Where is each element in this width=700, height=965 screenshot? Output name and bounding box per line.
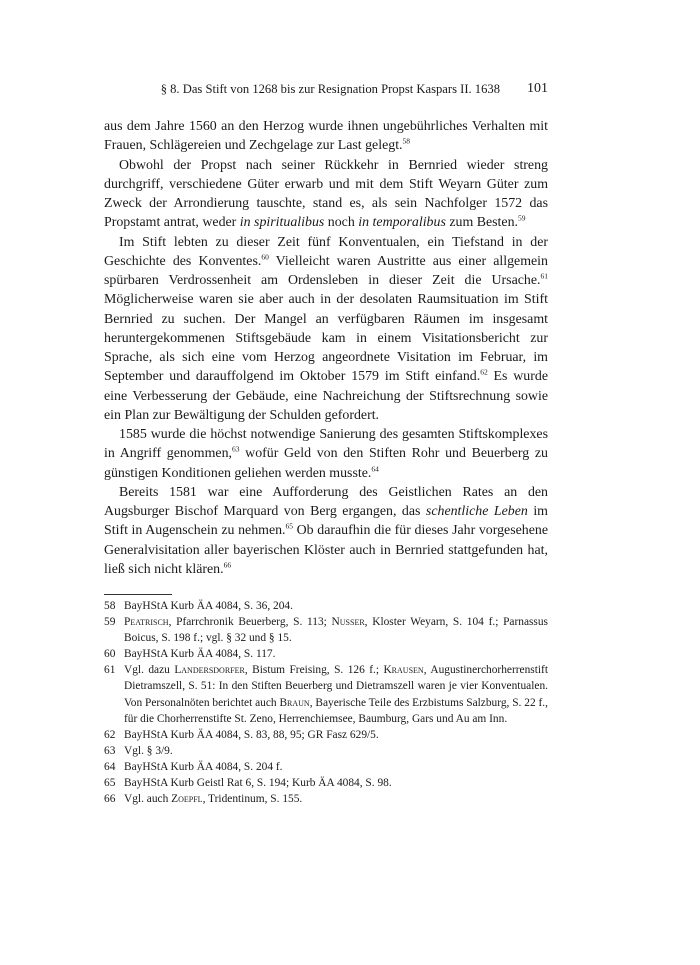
footnote-ref: 60 [261, 252, 269, 262]
page-number: 101 [527, 81, 548, 96]
footnote-text [124, 614, 548, 646]
italic-text: schentliche Leben [425, 504, 528, 519]
author-name: Braun [279, 696, 310, 709]
text-run: Obwohl der Propst nach seiner Rückkehr in Bernried wieder streng durchgriff, verschiedene Güter erwarb und mit dem Stift Weyarn Güter zum Zweck der Arrondierung tauschte, stand es, als sein Nachfolger 1572 das Propstamt antrat, weder [104, 157, 548, 231]
footnote-number: 59 [104, 616, 116, 629]
paragraph [104, 425, 548, 483]
text-run: Möglicherweise waren sie aber auch in der desolaten Raumsituation im Stift Bernried zu suchen. Der Mangel an verfügbaren Räumen im insgesamt heruntergekommenen Stiftsgebäude kam in einem Visitationsbericht zur Sprache, als sich eine vom Herzog angeordnete Visitation im Februar, im September und darauffolgend im Oktober 1579 im Stift einfand. [104, 292, 548, 385]
footnote-ref: 59 [518, 213, 526, 223]
author-name: Landersdorfer [174, 664, 245, 677]
footnote-ref: 61 [540, 271, 548, 281]
text-run: BayHStA Kurb ÄA 4084, S. 83, 88, 95; GR Fasz 629/5. [124, 728, 379, 741]
paragraph [104, 156, 548, 233]
footnote [104, 727, 548, 743]
text-run: Vgl. dazu [124, 664, 175, 677]
footnotes [104, 598, 548, 807]
footnote-text [124, 775, 548, 791]
footnote-ref: 64 [371, 463, 379, 473]
footnote-number: 65 [104, 777, 116, 790]
text-run: BayHStA Kurb ÄA 4084, S. 117. [124, 648, 276, 661]
text-run: Es wurde eine Verbesserung der Gebäude, eine Nachreichung der Stiftsrechnung sowie ein Plan zur Bewältigung der Schulden gefordert. [104, 369, 548, 423]
paragraph [104, 233, 548, 426]
footnote-text [124, 759, 548, 775]
text-run: aus dem Jahre 1560 an den Herzog wurde ihnen ungebührliches Verhalten mit Frauen, Schlägereien und Zechgelage zur Last gelegt. [104, 119, 548, 154]
text-run: BayHStA Kurb ÄA 4084, S. 36, 204. [124, 600, 293, 612]
footnote-number: 61 [104, 664, 116, 677]
footnote-number: 64 [104, 760, 116, 773]
author-name: Krausen [383, 664, 424, 677]
footnote-ref: 66 [223, 560, 232, 570]
paragraph [104, 117, 548, 156]
text-run: , Augustinerchorherrenstift Dietramszell, S. 51: In den Stiften Beuerberg und Dietramszell waren je vier Konventualen. Von Personalnöten berichtet auch [124, 664, 549, 709]
footnote-text [124, 791, 548, 807]
footnote-text [124, 598, 548, 614]
footnote [104, 775, 548, 791]
text-run: Vgl. § 3/9. [124, 744, 173, 757]
footnote-rule [104, 594, 172, 595]
author-name: Nusser [331, 616, 365, 629]
italic-text: in spiritualibus [239, 215, 325, 231]
footnote-number: 66 [104, 793, 116, 806]
footnote-text [124, 646, 548, 662]
body-text [104, 117, 548, 579]
footnote-ref: 63 [232, 444, 240, 454]
text-run: im Stift in Augenschein zu nehmen. [104, 504, 548, 539]
text-run: 1585 wurde die höchst notwendige Sanierung des gesamten Stiftskomplexes in Angriff genommen, [104, 427, 548, 462]
footnote-text [124, 743, 548, 759]
italic-text: in temporalibus [358, 215, 446, 231]
footnote-number: 63 [104, 744, 116, 757]
footnote-number: 62 [104, 728, 116, 741]
footnote [104, 759, 548, 775]
text-run: , Pfarrchronik Beuerberg, S. 113; [168, 616, 332, 629]
footnote-text [124, 727, 548, 743]
footnote-ref: 62 [480, 367, 488, 377]
text-run: Vielleicht waren Austritte aus einer allgemein spürbaren Verdrossenheit am Ordensleben in dieser Zeit die Ursache. [104, 253, 548, 288]
footnote [104, 791, 548, 807]
text-run: , Tridentinum, S. 155. [202, 793, 303, 806]
footnote [104, 646, 548, 662]
text-run: Ob daraufhin die für dieses Jahr vorgesehene Generalvisitation aller bayerischen Klöster auch in Bernried stattgefunden hat, ließ sich nicht klären. [104, 523, 548, 577]
text-run: BayHStA Kurb ÄA 4084, S. 204 f. [124, 760, 283, 773]
running-header [104, 82, 548, 102]
text-run: noch [324, 215, 359, 231]
text-run: , Bayerische Teile des Erzbistums Salzburg, S. 22 f., für die Chorherrenstifte St. Zeno, Herrenchiemsee, Baumburg, Gars und Au am Inn. [124, 696, 548, 725]
footnote [104, 662, 548, 726]
text-run: , Kloster Weyarn, S. 104 f.; Parnassus Boicus, S. 198 f.; vgl. § 32 und § 15. [124, 616, 548, 645]
text-run: wofür Geld von den Stiften Rohr und Beuerberg zu günstigen Konditionen geliehen werden musste. [104, 446, 549, 481]
footnote-number: 60 [104, 648, 116, 661]
footnote-number: 58 [104, 600, 116, 612]
text-run: zum Besten. [445, 215, 518, 231]
text-run: , Bistum Freising, S. 126 f.; [244, 664, 384, 677]
footnote [104, 598, 548, 614]
text-run: Bereits 1581 war eine Aufforderung des Geistlichen Rates an den Augsburger Bischof Marquard von Berg ergangen, das [104, 484, 548, 519]
paragraph [104, 483, 548, 579]
footnote [104, 743, 548, 759]
running-title: § 8. Das Stift von 1268 bis zur Resignation Propst Kaspars II. 1638 [160, 82, 500, 96]
footnote-text [124, 662, 548, 726]
author-name: Zoepfl [171, 793, 203, 806]
text-run: Vgl. auch [124, 793, 172, 806]
text-run: Im Stift lebten zu dieser Zeit fünf Konventualen, ein Tiefstand in der Geschichte des Konventes. [104, 234, 548, 269]
author-name: Peatrisch [124, 616, 169, 629]
footnote [104, 614, 548, 646]
footnote-ref: 65 [285, 521, 294, 531]
footnote-ref: 58 [402, 136, 411, 146]
text-run: BayHStA Kurb Geistl Rat 6, S. 194; Kurb ÄA 4084, S. 98. [124, 777, 392, 790]
